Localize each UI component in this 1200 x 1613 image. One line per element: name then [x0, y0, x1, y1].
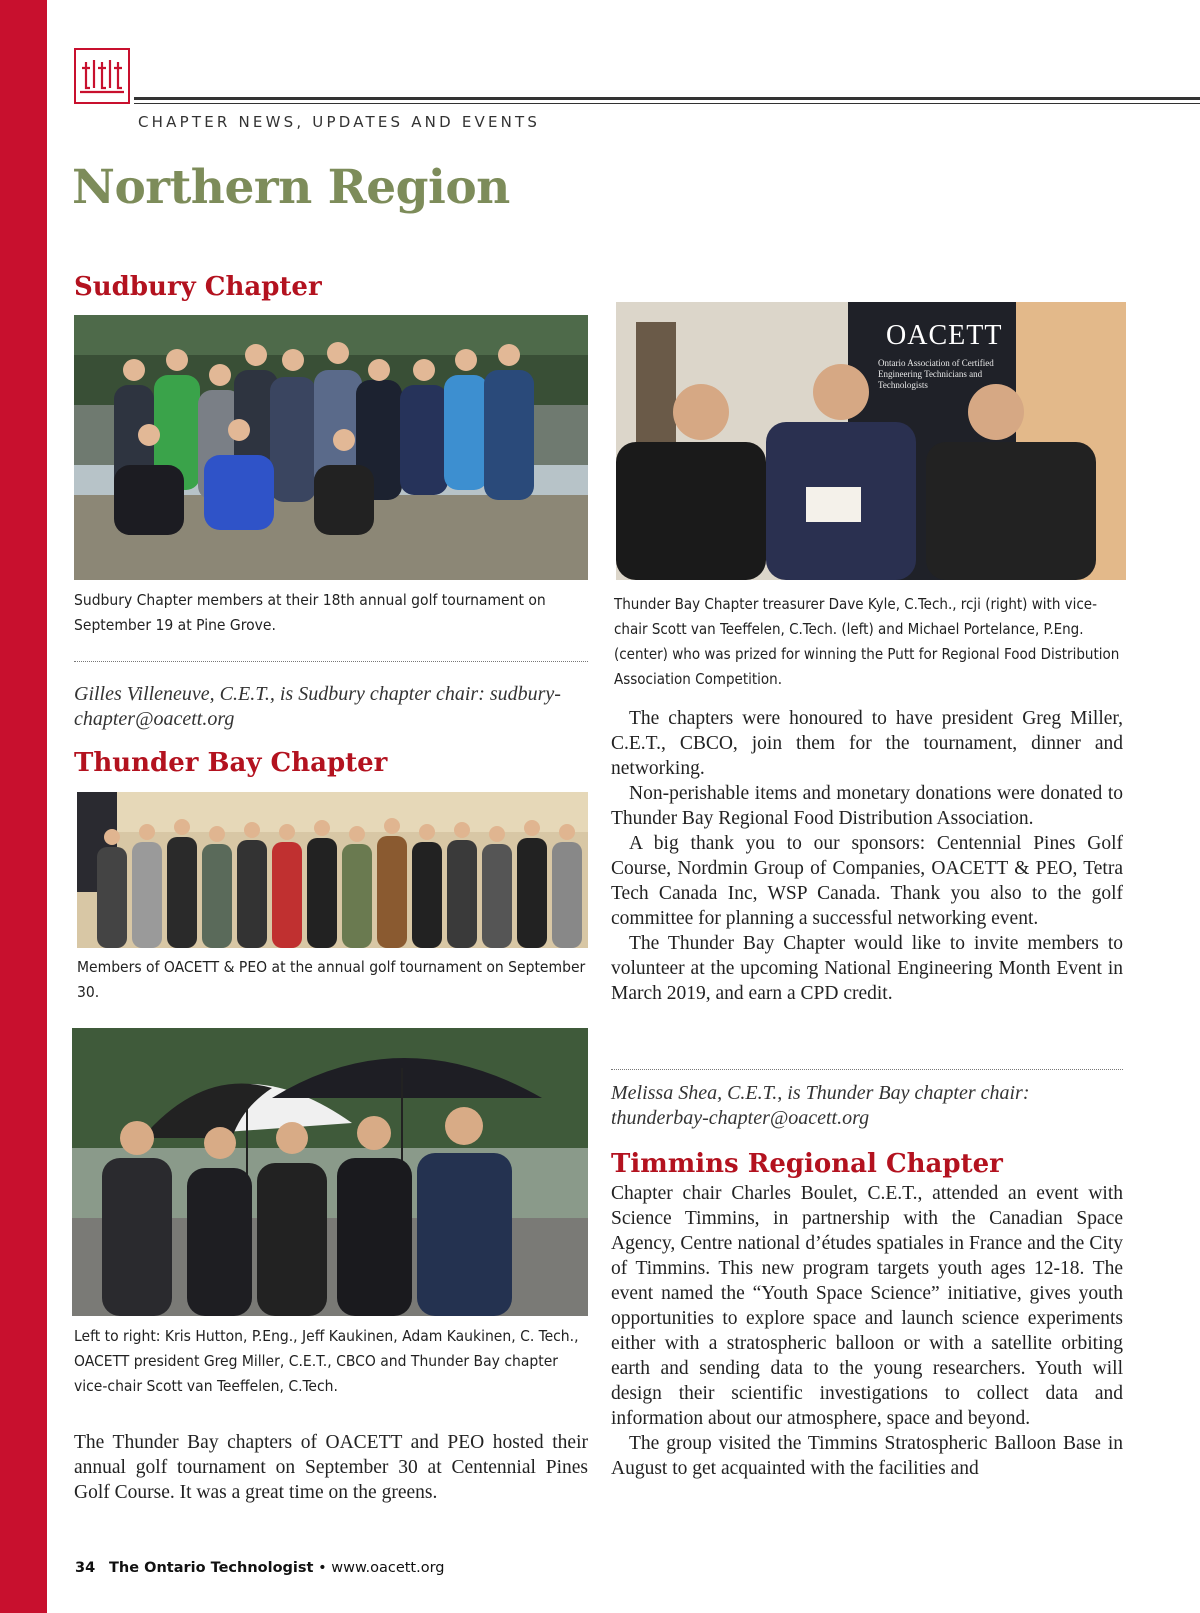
- sudbury-heading: Sudbury Chapter: [74, 272, 322, 302]
- sudbury-photo-caption: Sudbury Chapter members at their 18th annual golf tournament on September 19 at Pine Grove.: [74, 591, 546, 634]
- header-rule-thin: [134, 103, 1200, 104]
- thunder-bay-intro: [74, 1430, 588, 1505]
- thunder-bay-intro-paragraph: The Thunder Bay chapters of OACETT and PEO hosted their annual golf tournament on September 30 at Centennial Pines Golf Course. It was a great time on the greens.: [74, 1432, 588, 1503]
- footer-separator: •: [318, 1560, 327, 1576]
- sudbury-chair-note: Gilles Villeneuve, C.E.T., is Sudbury chapter chair: sudbury-chapter@oacett.org: [74, 683, 561, 730]
- publication-name: The Ontario Technologist: [109, 1560, 314, 1576]
- thunder-bay-paragraph: Non-perishable items and monetary donations were donated to Thunder Bay Regional Food Distribution Association.: [611, 783, 1123, 829]
- thunder-bay-paragraph: A big thank you to our sponsors: Centennial Pines Golf Course, Nordmin Group of Companies, OACETT & PEO, Tetra Tech Canada Inc, WSP Canada. Thank you also to the golf committee for planning a successful networking event.: [611, 833, 1123, 929]
- umbrella-photo-caption: Left to right: Kris Hutton, P.Eng., Jeff Kaukinen, Adam Kaukinen, C. Tech., OACETT president Greg Miller, C.E.T., CBCO and Thunder Bay chapter vice-chair Scott van Teeffelen, C.Tech.: [74, 1327, 579, 1395]
- award-banner-text: OACETT: [886, 320, 1003, 351]
- section-kicker: CHAPTER NEWS, UPDATES AND EVENTS: [138, 113, 541, 131]
- page-number: 34: [75, 1560, 96, 1576]
- page-footer: [75, 1560, 445, 1576]
- left-red-bar: [0, 0, 47, 1613]
- umbrella-photo: [72, 1028, 588, 1316]
- tlt-logo-icon: [78, 56, 126, 96]
- thunder-bay-group-caption: Members of OACETT & PEO at the annual golf tournament on September 30.: [77, 958, 586, 1001]
- divider: [611, 1069, 1123, 1070]
- award-photo-caption: Thunder Bay Chapter treasurer Dave Kyle, C.Tech., rcji (right) with vice-chair Scott van Teeffelen, C.Tech. (left) and Michael Portelance, P.Eng. (center) who was prized for winning the Putt for Regional Food Distribution Association Competition.: [614, 595, 1120, 688]
- timmins-paragraph: Chapter chair Charles Boulet, C.E.T., attended an event with Science Timmins, in partnership with the Canadian Space Agency, Centre national d’études spatiales in France and the City of Timmins. This new program targets youth ages 12-18. The event named the “Youth Space Science” initiative, gives youth opportunities to explore space and launch science experiments either with a stratospheric balloon or with a satellite orbiting earth and sending data to the young researchers. Youth will design their scientific investigations to collect data and information about our atmosphere, space and beyond.: [611, 1183, 1123, 1429]
- thunder-bay-heading: Thunder Bay Chapter: [74, 748, 388, 778]
- page-title: Northern Region: [72, 160, 510, 215]
- thunder-bay-chair-note: Melissa Shea, C.E.T., is Thunder Bay chapter chair: thunderbay-chapter@oacett.org: [611, 1082, 1030, 1129]
- divider: [74, 661, 588, 662]
- timmins-body: [611, 1181, 1123, 1481]
- sudbury-group-photo: [74, 315, 588, 580]
- thunder-bay-group-photo: [77, 792, 588, 948]
- footer-url[interactable]: www.oacett.org: [331, 1560, 445, 1576]
- award-photo: [616, 302, 1126, 580]
- thunder-bay-paragraph: The chapters were honoured to have president Greg Miller, C.E.T., CBCO, join them for the tournament, dinner and networking.: [611, 708, 1123, 779]
- thunder-bay-paragraph: The Thunder Bay Chapter would like to invite members to volunteer at the upcoming National Engineering Month Event in March 2019, and earn a CPD credit.: [611, 933, 1123, 1004]
- thunder-bay-body: [611, 706, 1123, 1006]
- timmins-heading: Timmins Regional Chapter: [611, 1149, 1003, 1179]
- header-rule: [134, 97, 1200, 100]
- award-banner-subtext: Ontario Association of Certified Engineering Technicians and Technologists: [878, 358, 994, 390]
- oacett-logo: [74, 48, 130, 104]
- timmins-paragraph: The group visited the Timmins Stratospheric Balloon Base in August to get acquainted with the facilities and: [611, 1433, 1123, 1479]
